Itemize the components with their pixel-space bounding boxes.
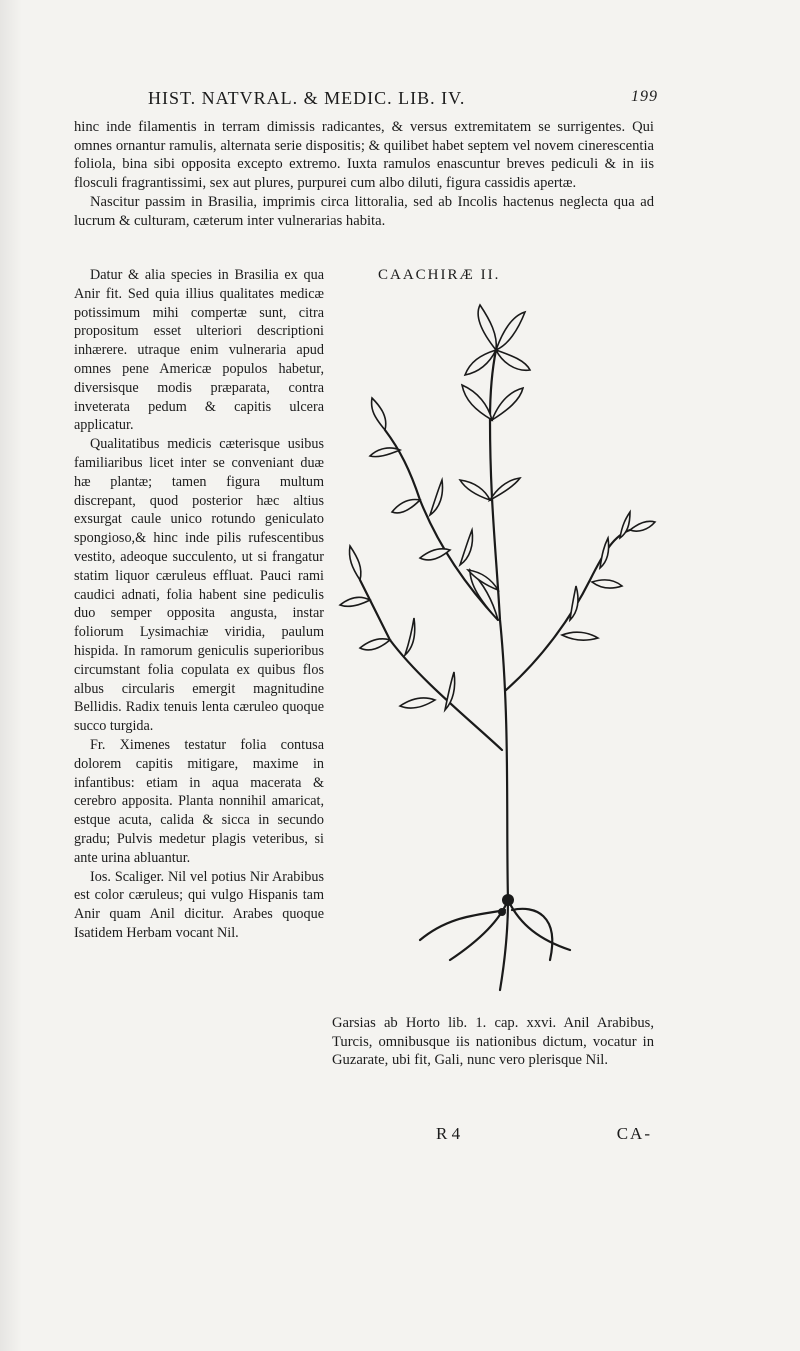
catchword: CA- [616,1124,652,1143]
root-1 [450,900,508,960]
main-stem [490,350,508,900]
top-paragraph-1: hinc inde filamentis in terram dimissis radicantes, & versus extremitatem se surrigentes. Qui omnes ornantur ramulis, alternata serie dispositis; & quilibet habet septem vel novem cinerescentia foliola, bina sibi opposita excepto extremo. Iuxta ramulos enascuntur breves pediculi & in iis flosculi fragrantissimi, sex aut plures, purpurei cum albo diluti, figura cassidis apertæ. [74,119,654,192]
right-branch [506,530,630,690]
caption-title: CAACHIRÆ [378,267,475,283]
left-paragraph-3: Fr. Ximenes testatur folia contusa dolorem capitis mitigare, maxime in infantibus: etiam in aqua macerata & cerebro apposita. Planta nonnihil amaricat, estque acuta, calida & sicca in secundo gradu; Pulvis medetur plagis veteribus, si ante urina abluantur. [74,736,324,866]
left-column-text [74,266,324,943]
page-number: 199 [631,88,658,105]
plant-woodcut-illustration [330,300,660,1000]
left-paragraph-1: Datur & alia species in Brasilia ex qua Anir fit. Sed quia illius qualitates medicæ potissimum mihi compertæ sunt, citra propositum esset ulteriori descriptioni inhærere. utraque enim vulneraria apud omnes pene Americæ populos habetur, diversisque modis præparata, contra inveterata pedum & capitis ulcera applicatur. [74,267,324,434]
left-paragraph-4: Ios. Scaliger. Nil vel potius Nir Arabibus est color cæruleus; qui vulgo Hispanis tam Anir quam Anil dicitur. Arabes quoque Isatidem Herbam vocant Nil. [74,868,324,941]
signature-mark: R 4 [436,1124,461,1143]
running-title: HIST. NATVRAL. & MEDIC. LIB. IV. [148,88,466,108]
bottom-paragraph-block [74,1014,654,1070]
top-paragraph-block [74,118,654,230]
left-lower-branch [360,580,502,750]
figure-caption [378,267,588,284]
left-paragraph-2: Qualitatibus medicis cæterisque usibus familiaribus licet inter se conveniant duæ hæ plantæ; tamen figura multum discrepant, quod posterior hæc altius exsurgat caule unico rotundo geniculato spongioso,& hinc inde pilis rufescentibus vestito, adeoque succulento, ut si frangatur statim liquor cæruleus effluat. Pauci rami caudici adnati, folia habent sine pediculis duo semper opposita angusta, instar foliorum Lysimachiæ viridia, paulum hispida. In ramorum geniculis superioribus circumstant folia copulata ex quibus flos albus circularis emergit magnitudine Bellidis. Radix tenuis lenta cæruleo quoque succo turgida. [74,436,324,735]
root-2 [508,900,570,950]
page-gutter-shadow [0,0,22,1351]
caption-number: II. [480,267,501,283]
bottom-paragraph: Garsias ab Horto lib. 1. cap. xxvi. Anil Arabibus, Turcis, omnibusque iis nationibus dictum, vocatur in Guzarate, ubi fit, Gali, nunc vero plerisque Nil. [332,1015,654,1069]
top-paragraph-2: Nascitur passim in Brasilia, imprimis circa littoralia, sed ab Incolis hactenus neglecta qua ad lucrum & culturam, cæterum inter vulnerarias habita. [74,193,654,229]
